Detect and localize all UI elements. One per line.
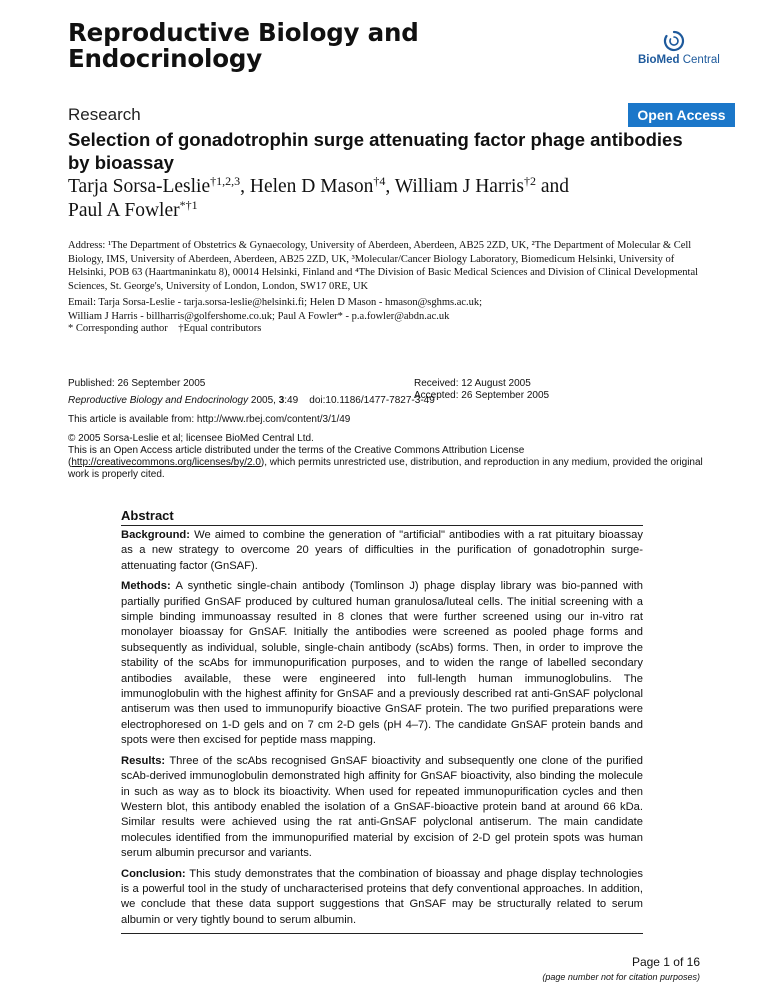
abstract [121,508,643,934]
page-number: Page 1 of 16 [631,955,700,969]
license-link[interactable]: http://creativecommons.org/licenses/by/2.0 [71,457,261,468]
received-date: Received: 12 August 2005 [414,378,531,389]
publisher-name: BioMed Central [638,54,720,66]
abstract-bottom-rule [121,933,643,934]
email-line[interactable]: Email: Tarja Sorsa-Leslie - tarja.sorsa-leslie@helsinki.fi; Helen D Mason - hmason@sghms.ac.uk; [68,297,483,308]
accepted-date: Accepted: 26 September 2005 [414,390,550,401]
author-emails [68,296,704,323]
citation: Reproductive Biology and Endocrinology 2005, 3:49 doi:10.1186/1477-7827-3-49 [68,395,435,406]
abstract-methods: Methods: A synthetic single-chain antibody (Tomlinson J) phage display library was bio-panned with partially purified GnSAF produced by cultured human granulosa/luteal cells. The initial screening with a simple binding immunoassay resulted in 8 clones that were further screened using our in-vitro rat monolayer bioassay for GnSAF. Initially the antibodies were screened as pooled phage forms and subsequently as individual, soluble, single-chain antibody (scAbs) forms. Then, in order to improve the stability of the scAbs for immunopurification purposes, and to widen the range of labelled secondary antibodies available, these were engineered into full-length human immunoglobulins. The immunoglobulin with the highest affinity for GnSAF and a previously described rat anti-GnSAF polyclonal antiserum was then used to immunopurify bioactive GnSAF protein. The two purified preparations were electrophoresed on 1-D gels and on 7 cm 2-D gels (pH 4–7). The candidate GnSAF protein bands and spots were then excised for peptide mass mapping. [121,580,643,747]
author-name[interactable]: Paul A Fowler [68,200,180,221]
author-affiliation: †4 [373,174,386,188]
author-name[interactable]: Tarja Sorsa-Leslie [68,176,211,197]
author-name[interactable]: William J Harris [394,176,524,197]
biomed-logo-icon [663,30,685,52]
author-list: Tarja Sorsa-Leslie$^{\dagger 1,2,3}$, Helen D Mason$^{\dagger 4}$, William J Harris$^{\dagger 2}$ and Paul A Fowler$^{*\dagger 1}$ [68,174,569,221]
email-line[interactable]: William J Harris - billharris@golfershome.co.uk; Paul A Fowler* - p.a.fowler@abdn.ac.uk [68,310,450,322]
open-access-badge: Open Access [628,103,735,127]
copyright: © 2005 Sorsa-Leslie et al; licensee BioMed Central Ltd. [68,433,314,444]
author-affiliation: †2 [523,174,536,188]
abstract-conclusion: Conclusion: This study demonstrates that the combination of bioassay and phage display technologies is a powerful tool in the study of uncharacterised proteins that defy conventional approaches. In addition, we conclude that these data support suggestions that GnSAF may be structurally related to serum albumin or very tightly bound to serum albumin. [121,867,643,926]
journal-title-line2: Endocrinology [68,44,262,73]
abstract-top-rule [121,525,643,526]
author-name[interactable]: Helen D Mason [249,176,374,197]
author-footnote: * Corresponding author †Equal contributors [68,323,262,334]
published-date: Published: 26 September 2005 [68,378,206,389]
biomed-central-logo [638,30,720,68]
article-url[interactable]: This article is available from: http://www.rbej.com/content/3/1/49 [68,414,351,425]
page-number-note: (page number not for citation purposes) [542,972,700,982]
section-label: Research [68,105,141,124]
abstract-heading: Abstract [121,508,174,523]
license-statement: © 2005 Sorsa-Leslie et al; licensee BioMed Central Ltd. This is an Open Access article distributed under the terms of the Creative Commons Attribution License (http://creativecommons.org/licenses/by/2.0), which permits unrestricted use, distribution, and reproduction in any medium, provided the original work is properly cited. [68,433,703,480]
journal-title [68,20,419,72]
abstract-background: Background: We aimed to combine the generation of "artificial" antibodies with a rat pituitary bioassay as a new strategy to overcome 20 years of difficulties in the purification of gonadotrophin surge-attenuating factor (GnSAF). [121,529,643,572]
author-affiliation: *†1 [179,198,198,212]
article-title: Selection of gonadotrophin surge attenuating factor phage antibodies by bioassay [68,129,683,173]
author-address: Address: ¹The Department of Obstetrics & Gynaecology, University of Aberdeen, Aberdeen, AB25 2ZD, UK, ²The Department of Molecular & Cell Biology, IMS, University of Aberdeen, Aberdeen, AB25 2ZD, UK, ³Molecular/Cancer Biology Laboratory, Biomedicum Helsinki, University of Helsinki, POB 63 (Haartmaninkatu 8), 00014 Helsinki, Finland and ⁴The Division of Basic Medical Sciences and Division of Clinical Developmental Sciences, St. George's, University of London, London, SW17 0RE, UK [68,240,699,292]
abstract-results: Results: Three of the scAbs recognised GnSAF bioactivity and subsequently one clone of the purified scAb-derived immunoglobulin demonstrated high affinity for GnSAF bioactivity, also binding the molecule in such as way as to block its bioactivity. When used for repeated immunopurification cycles and then Western blot, this antibody enabled the isolation of a GnSAF-bioactive protein band at around 66 kDa. Similar results were achieved using the rat anti-GnSAF polyclonal antiserum. The main candidate molecules identified from the immunopurified material by excision of 2-D gel protein spots was human serum albumin precursor and variants. [121,754,643,860]
journal-title-line1: Reproductive Biology and [68,18,419,47]
author-affiliation: †1,2,3 [210,174,241,188]
